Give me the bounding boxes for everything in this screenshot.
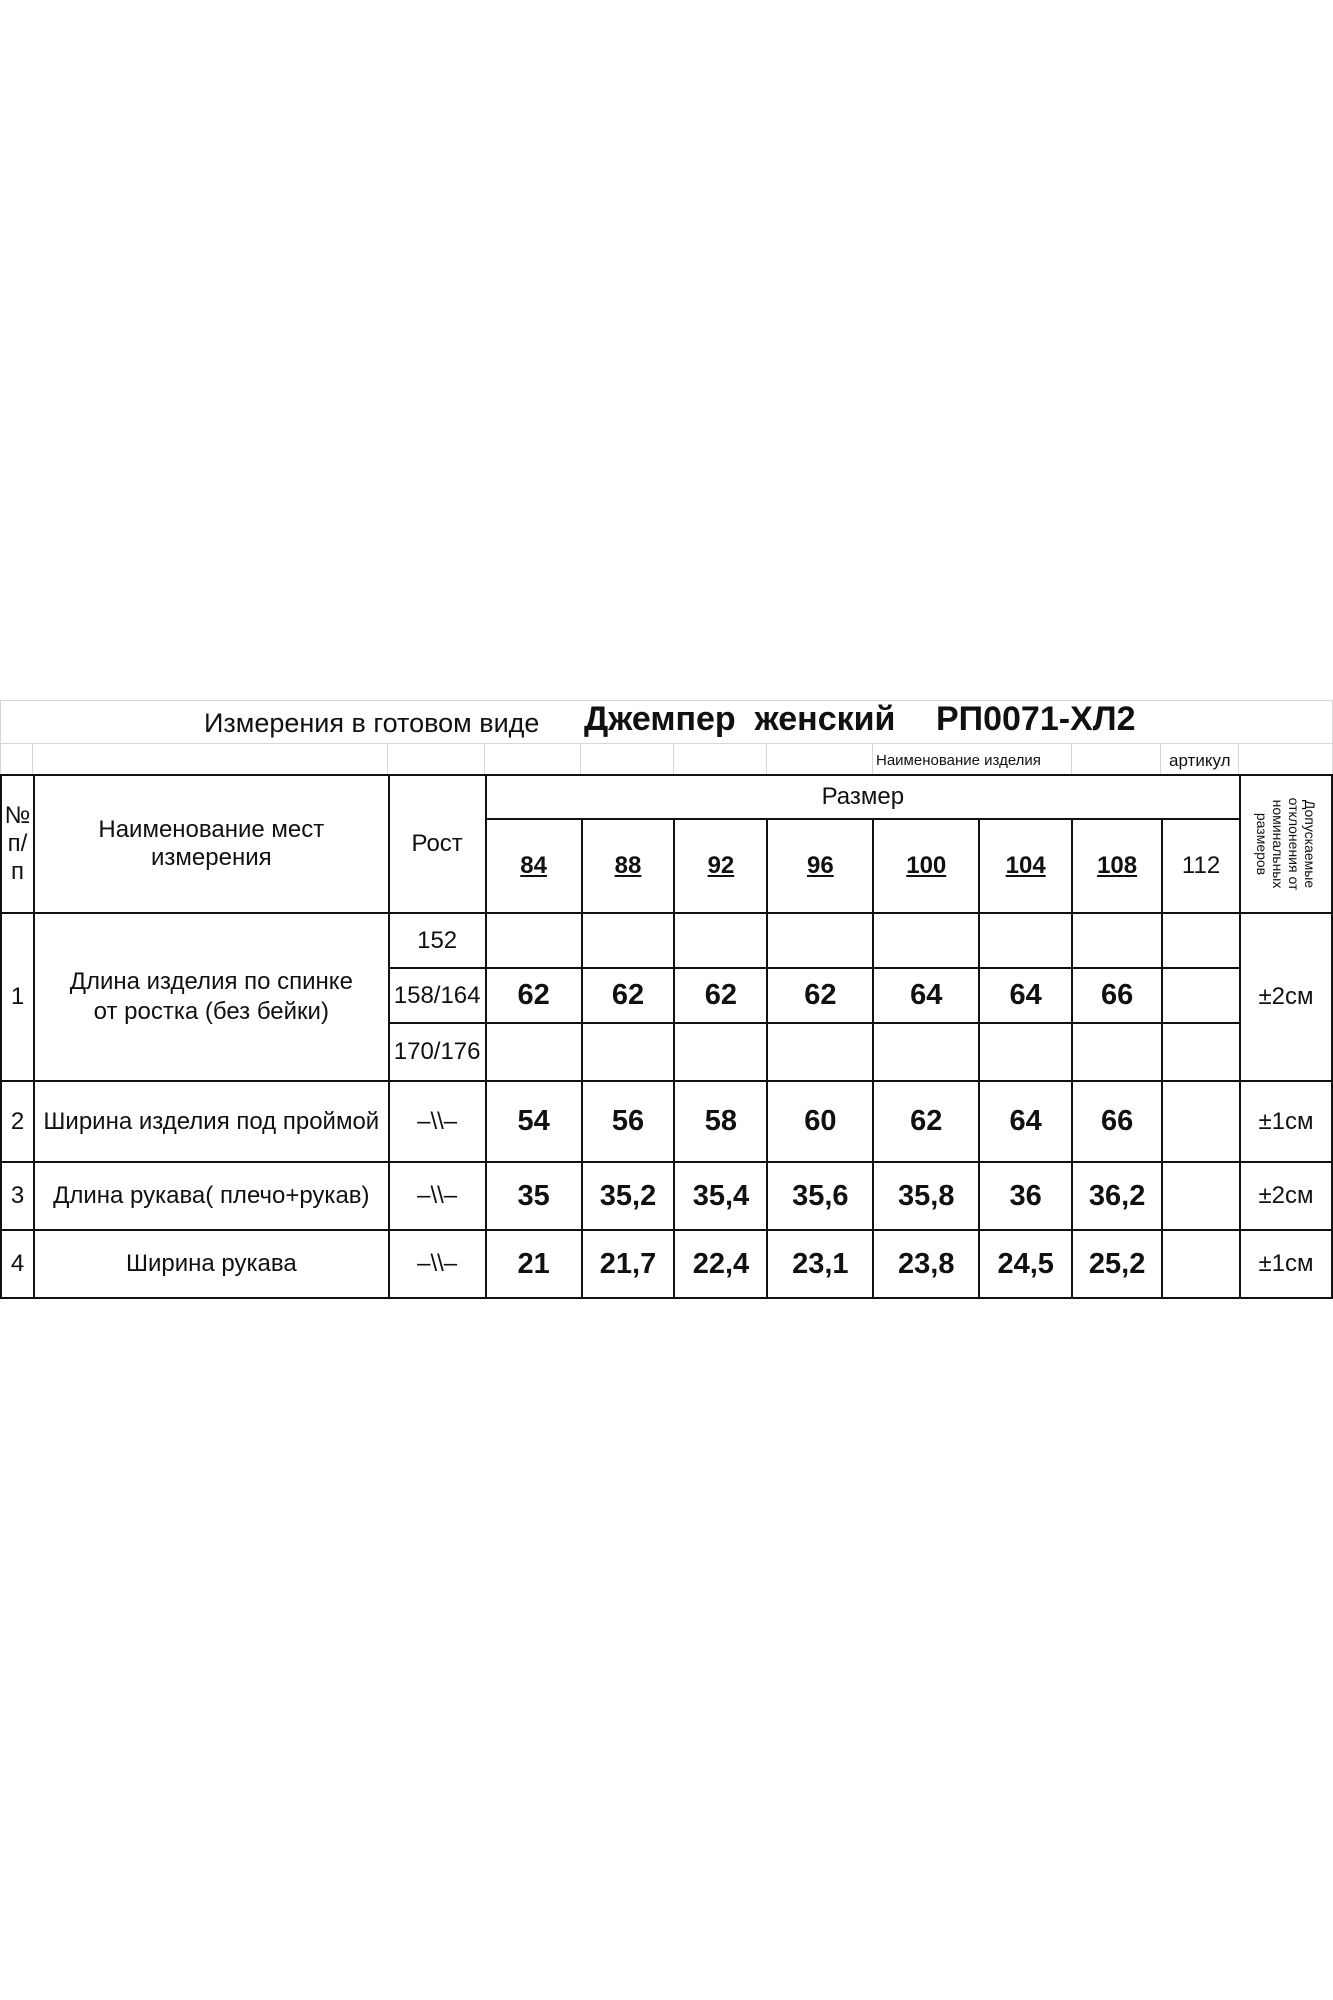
value-cell: 35,8	[873, 1162, 979, 1230]
empty-cell	[582, 1023, 675, 1081]
value-cell: 62	[674, 968, 767, 1023]
empty-cell	[486, 913, 582, 968]
value-cell: 64	[979, 968, 1072, 1023]
col-name-label: Наименование мест измерения	[98, 816, 325, 871]
empty-cell	[767, 1023, 873, 1081]
value-cell: 35,6	[767, 1162, 873, 1230]
gridline	[1160, 743, 1161, 774]
value-cell: 25,2	[1072, 1230, 1162, 1298]
value-cell: 56	[582, 1081, 675, 1162]
height-152: 152	[389, 913, 486, 968]
row-tolerance: ±2см	[1240, 1162, 1332, 1230]
empty-cell	[873, 1023, 979, 1081]
size-88: 88	[582, 819, 675, 913]
col-height-header	[389, 775, 486, 913]
size-112: 112	[1162, 819, 1240, 913]
gridline	[673, 743, 674, 774]
row-tolerance: ±1см	[1240, 1230, 1332, 1298]
value-cell	[1162, 968, 1240, 1023]
row-name: Ширина изделия под проймой	[34, 1081, 389, 1162]
col-num-label: № п/п	[4, 802, 31, 885]
row-name: Ширина рукава	[34, 1230, 389, 1298]
value-cell: 24,5	[979, 1230, 1072, 1298]
empty-cell	[1162, 1023, 1240, 1081]
gridline	[1071, 743, 1072, 774]
gridline	[0, 743, 1333, 744]
row-name: Длина изделия по спинке от ростка (без бейки)	[34, 913, 389, 1081]
measurement-table	[0, 774, 1333, 1299]
empty-cell	[767, 913, 873, 968]
empty-cell	[979, 913, 1072, 968]
row-height: –\\–	[389, 1162, 486, 1230]
gridline	[1238, 743, 1239, 774]
col-name-header	[34, 775, 389, 913]
subtitle: Измерения в готовом виде	[204, 708, 540, 738]
gridline	[766, 743, 767, 774]
empty-cell	[674, 1023, 767, 1081]
value-cell: 62	[582, 968, 675, 1023]
height-158-164: 158/164	[389, 968, 486, 1023]
size-96: 96	[767, 819, 873, 913]
row-tolerance: ±1см	[1240, 1081, 1332, 1162]
value-cell: 60	[767, 1081, 873, 1162]
gridline	[872, 743, 873, 774]
value-cell: 36,2	[1072, 1162, 1162, 1230]
col-tolerance-header	[1240, 775, 1332, 913]
value-cell: 62	[873, 1081, 979, 1162]
gridline	[580, 743, 581, 774]
value-cell: 36	[979, 1162, 1072, 1230]
value-cell: 22,4	[674, 1230, 767, 1298]
value-cell: 35	[486, 1162, 582, 1230]
size-104: 104	[979, 819, 1072, 913]
value-cell: 21,7	[582, 1230, 675, 1298]
row-num: 1	[1, 913, 34, 1081]
product-caption: Наименование изделия	[876, 752, 1041, 769]
product-title: Джемпер женский	[584, 700, 896, 738]
row-num: 4	[1, 1230, 34, 1298]
row-tolerance: ±2см	[1240, 913, 1332, 1081]
row-name: Длина рукава( плечо+рукав)	[34, 1162, 389, 1230]
empty-cell	[486, 1023, 582, 1081]
value-cell: 23,1	[767, 1230, 873, 1298]
gridline	[387, 743, 388, 774]
value-cell: 35,2	[582, 1162, 675, 1230]
col-tolerance-label: Допускаемые отклонения от номинальных размеров	[1254, 797, 1318, 891]
empty-cell	[1162, 913, 1240, 968]
value-cell: 58	[674, 1081, 767, 1162]
value-cell: 35,4	[674, 1162, 767, 1230]
row-height: –\\–	[389, 1081, 486, 1162]
empty-cell	[1072, 1023, 1162, 1081]
gridline	[484, 743, 485, 774]
value-cell: 66	[1072, 968, 1162, 1023]
value-cell: 64	[873, 968, 979, 1023]
empty-cell	[979, 1023, 1072, 1081]
size-100: 100	[873, 819, 979, 913]
empty-cell	[582, 913, 675, 968]
value-cell	[1162, 1162, 1240, 1230]
value-cell: 21	[486, 1230, 582, 1298]
col-height-label: Рост	[411, 830, 463, 857]
col-num-header	[1, 775, 34, 913]
col-size-label: Размер	[821, 783, 905, 810]
size-84: 84	[486, 819, 582, 913]
value-cell: 54	[486, 1081, 582, 1162]
value-cell: 64	[979, 1081, 1072, 1162]
value-cell: 66	[1072, 1081, 1162, 1162]
empty-cell	[674, 913, 767, 968]
gridline	[32, 743, 33, 774]
gridline	[0, 700, 1, 774]
size-92: 92	[674, 819, 767, 913]
value-cell	[1162, 1230, 1240, 1298]
height-170-176: 170/176	[389, 1023, 486, 1081]
size-108: 108	[1072, 819, 1162, 913]
value-cell	[1162, 1081, 1240, 1162]
product-code: РП0071-ХЛ2	[936, 700, 1136, 738]
row-height: –\\–	[389, 1230, 486, 1298]
empty-cell	[873, 913, 979, 968]
article-caption: артикул	[1169, 751, 1231, 770]
col-size-header	[486, 775, 1240, 819]
row-num: 3	[1, 1162, 34, 1230]
empty-cell	[1072, 913, 1162, 968]
value-cell: 62	[486, 968, 582, 1023]
value-cell: 23,8	[873, 1230, 979, 1298]
row-num: 2	[1, 1081, 34, 1162]
value-cell: 62	[767, 968, 873, 1023]
